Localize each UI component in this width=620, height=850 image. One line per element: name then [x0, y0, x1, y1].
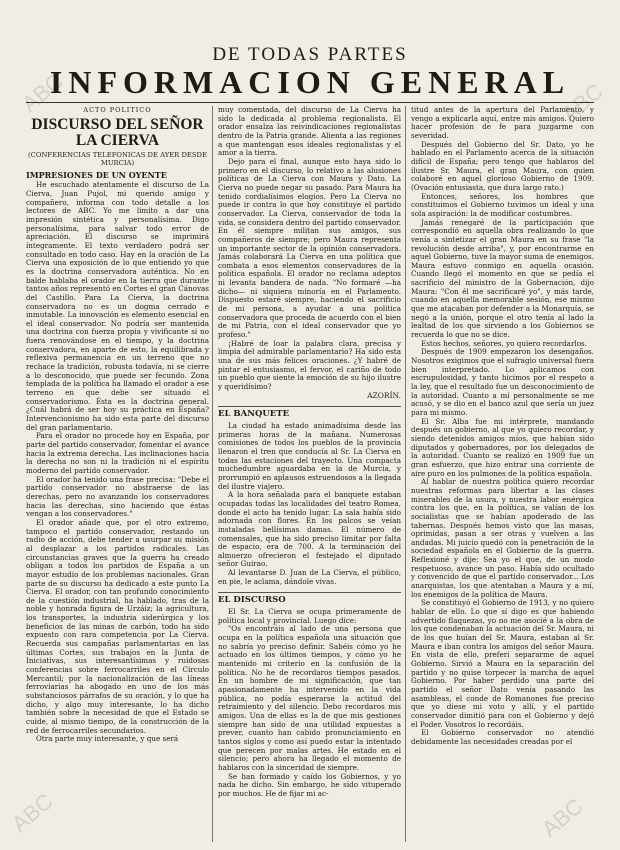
paragraph: He escuchado atentamente el discurso de La Cierva, Juan Pujol, mi querido amigo y compañero, informa con todo detalle a los lectores de ABC. Yo me limito a dar una impresión sintética y personalísima. Digo personalísima, para salvar todo error de apreciación. El discurso se imprimirá íntegramente. El texto verdadero podrá ser consultado en todo caso. Hay en la oración de La Cierva una exposición de lo que entiendo yo que es la doctrina conservadora auténtica. No en balde hablaba el orador en la tierra que durante tantos años representó en Cortes el gran Cánovas del Castillo. Para La Cierva, la doctrina conservadora no es un dogma cerrado e inmutable. La innovación es elemento esencial en el ideal conservador. No podría ser mantenida una doctrina con fuerza propia y vivificante si no fuera renovándose en el tiempo, y la doctrina conservadora, en aparte de esto, la equilibrada y reflexiva permanencia en un terreno que no rechace la tradición, robusta todavía, ni se cierre a lo desconocido, que puede ser fecundo. Zona templada de la política ha llamado el orador a ese terreno en que debe ser situado el conservadorismo. Ésta es la doctrina general. ¿Cuál habrá de ser hoy su práctica en España? Intervencionismo ha sido esta parte del discurso del gran parlamentario. [26, 180, 209, 432]
column-divider-1 [212, 106, 213, 842]
paragraph: Entonces, señores, los hombres que constituimos el Gobierno tuvimos un ideal y una sola aspiración: la de modificar costumbres. [411, 191, 594, 218]
paragraph: Para el orador no procede hoy en España, por parte del partido conservador, fomentar el avance hacia la extrema derecha. Las inclinaciones hacia la derecha no son ni la tradición ni el espíritu moderno del partido conservador. [26, 431, 209, 475]
paragraph: Otra parte muy interesante, y que será [36, 734, 179, 744]
header-rule [26, 102, 594, 103]
paragraph: A la hora señalada para el banquete estaban ocupadas todas las localidades del teatro Romea, donde el acto ha tenido lugar. La sala había sido adornada con flores. En los palcos se veían instaladas bellísimas damas. El número de comensales, que ha sido preciso limitar por falta de espacio, era de 700. A la terminación del almuerzo ofrecieron el festejado el diputado señor Guirao. [218, 490, 401, 569]
paragraph: Se constituyó el Gobierno de 1913, y no quiero hablar de ello. Lo que sí digo es que habiendo advertido flaquezas, yo no me asocié a la obra de los que condenaban la actuación del Sr. Maura, ni de los que huían del Sr. Maura, estaban al Sr. Maura e iban contra los amigos del señor Maura. En vista de ello, preferí separarme de aquel Gobierno. Sirvió a Maura en la separación del partido y no quise torpecer la marcha de aquel Gobierno. Por haber perdido una parte del partido el señor Dato venía pasando las asambleas, el conde de Romanones fue preciso que yo diese mi voto y allí, y el partido conservador dimitió para con el Gobierno y dejó el Poder. Vosotros lo recordáis. [411, 598, 594, 729]
paragraph: Después del Gobierno del Sr. Dato, yo he hablado en el Parlamento acerca de la situación difícil de España; pero tengo que hablaros del ilustre Sr. Maura, el gran Maura, con quien colaboré en aquel glorioso Gobierno de 1909. (Ovación entusiasta, que dura largo rato.) [411, 139, 594, 192]
paragraph: El Sr. La Cierva se ocupa primeramente de política local y provincial. Luego dice: [218, 607, 401, 625]
article-signature: AZORÍN. [367, 390, 401, 400]
watermark-bottom-right: ABC [536, 793, 588, 842]
article-deck: (CONFERENCIAS TELEFONICAS DE AYER DESDE MURCIA) [28, 150, 207, 167]
page-title: INFORMACION GENERAL [49, 64, 571, 100]
banquete-heading: EL BANQUETE [218, 406, 401, 419]
paragraph: Dejo para el final, aunque esto haya sido lo primero en el discurso, lo relativo a las alusiones políticas de La Cierva con Maura y Dato. La Cierva no puede negar su pasado. Para Maura ha tenido cordialísimos elogios. Pero La Cierva no puede ir contra lo que hoy constituye el partido conservador. La Cierva, conservador de toda la vida, se considera dentro del partido conservador. En él siempre militan sus amigos, sus compañeros de siempre; pero Maura representa un importante sector de la opinión conservadora. Jamás colaborará La Cierva en una política que combata a esos elementos conservadores de la política española. El orador no reclama adeptos ni levanta bandera de nada. "No formaré —ha dicho— ni siquiera minoría en el Parlamento. Dispuesto estaré siempre, haciendo el sacrificio de mi persona, a ayudar a una política conservadora que proceda de acuerdo con el bien de mi Patria, con el ideal conservador que yo profeso." [218, 156, 402, 340]
paragraph: muy comentada, del discurso de La Cierva ha sido la dedicada al problema regionalista. El orador ensalza las reivindicaciones regionalistas dentro de la Patria grande. Alienta a las regiones a que mantengan esos ideales regionalistas y el amor a la tierra. [218, 105, 401, 158]
section-heading: DE TODAS PARTES [212, 44, 408, 65]
article-subhead: IMPRESIONES DE UN OYENTE [26, 169, 167, 180]
paragraph: Después de 1909 empezaron los desengaños. Nosotros exigimos que el sufragio universal fuera bien interpretado. Lo aplicamos con escrupulosidad, y tanto hicimos por el respeto a la ley, que el resultado fue un desconocimiento de la autoridad. Cuanto a mí personalmente se me acusó, y se dio en el banco azul que sería un juez para mi mismo. [411, 347, 594, 417]
paragraph: Jamás renegaré de la participación que correspondió en aquella obra realizando lo que venía a sintetizar el gran Maura en su frase "la revolución desde arriba", y, por encontrarme en aquel Gobierno, tuve la mayor suma de enemigos. Maura estuvo conmigo en aquella ocasión. Cuando llegó el momento en que se pedía el sacrificio del ministro de la Gobernación, dijo Maura: "Con él me sacrificaré yo", y más tarde, cuando en aquella memorable sesión, ese mismo que me atacaban por defender a la Monarquía, se negó a la unión, porque el otro tenía al lado la lealtad de los que sirviendo a los Gobiernos se recuerda lo que no se dice. [411, 217, 594, 340]
paragraph: El orador ha tenido una frase precisa: "Debe el partido conservador no abstraerse de las derechas, pero no avanzando los conservadores hacia las derechas, sino haciendo que éstas vengan a los conservadores." [26, 474, 209, 519]
column-3 [411, 106, 594, 747]
paragraph: "Os encontráis al lado de una persona que ocupa en la política española una situación que no sabría yo preciso definir. Sabéis cómo yo he actuado en los últimos tiempos, y cómo yo he mantenido mi criterio en la confusión de la política. No he de recordaros tiempos pasados. En un hombre de mi significación, que tan apasionadamente ha intervenido en la vida pública, no podía esperarse la actitud del retraimiento y del silencio. Debo recordaros mis amigos. Una de ellas es la de que mis gestiones siempre han sido de una utilidad expuestas a prever, cuanto han cabido pronunciamiento en tantos siglos y como así puedo estar la intentado que perecen por malas artes. He estado en el silencio; pero ahora ha llegado el momento de hablaros con la sinceridad de siempre. [218, 624, 401, 772]
watermark-top-left: ABC [16, 68, 68, 117]
paragraph: Al hablar de nuestra política quiero recordar nuestras reformas para libertar a las clases miserables de la usura, y nuestra labor enérgica contra los que, en la política, se valían de los socialistas que se habían apoderado de las tabernas. Después hemos visto que las masas, oprimidas, pasan a ser otras y vuelven a las andadas. Mi juicio quedó con la penetración de la sociedad española en el Gobierno de la guerra. Reflexioné y dije: Sea yo el que, de un modo respetuoso, avance un paso. Había sido ocultado y convencido de que el partido conservador... Los anarquistas, los que atentaban a Maura y a mí, los enemigos de la política de Maura. [411, 477, 594, 599]
paragraph: El Sr. Alba fue mi intérprete, mandando después un gobierno, al que yo quiero recordar, y siendo detenidos amigos míos, que habían sido diputados y gobernadores, por los delegados de la autoridad. Cuanto se realizó en 1909 fue un gran esfuerzo, que hizo entrar una corriente de aire puro en los pulmones de la política española. [411, 416, 594, 478]
paragraph: titud antes de la apertura del Parlamento, y vengo a explicarla aquí, entre mis amigos. Quiero hacer profesión de fe para juzgarme con severidad. [411, 105, 594, 140]
paragraph: El orador añade que, por el otro extremo, tampoco el partido conservador, restando un radio de acción, debe tender a usurpar su misión al desplazar a los partidos radicales. Las circunstancias graves que la guerra ha creado obligan a todos los partidos de España a un mayor estudio de los problemas nacionales. Gran parte de su discurso ha dedicado a este punto La Cierva. El orador, con tan profundo conocimiento de la cuestión industrial, ha hablado, tras de la noble y honrada figura de Urzáiz; la agricultura, los transportes, la industria siderúrgica y los beneficios de las minas de carbón, todo ha sido expuesto con rara competencia por La Cierva. Recuerda sus campañas parlamentarias en las últimas Cortes, sus trabajos en la Junta de Iniciativas, sus interesantísimas y ruidosas conferencias sobre ferrocarriles en el Círculo Mercantil; por la nacionalización de las líneas ferroviarias ha abogado en uno de los más substanciosos párrafos de su oración, y lo que ha dicho, y algo muy interesante, lo ha dicho también sobre la necesidad de que el Estado se cuide, al mismo tiempo, de la construcción de la red de ferrocarriles secundarios. [26, 517, 209, 735]
watermark-bottom-left: ABC [6, 788, 58, 837]
paragraph: ¡Habré de loar la palabra clara, precisa y limpia del admirable parlamentario? Ha sido esta una de sus más felices oraciones. ¿Y habré de pintar el entusiasmo, el fervor, el cariño de todo un pueblo que siente la emoción de su hijo ilustre y queridísimo? [218, 338, 401, 391]
column-divider-2 [405, 106, 406, 842]
paragraph: El Gobierno conservador no atendió debidamente las necesidades creadas por el [411, 728, 594, 746]
column-2 [218, 106, 401, 799]
discurso-heading: EL DISCURSO [218, 592, 401, 605]
article-kicker: ACTO POLITICO [83, 106, 152, 114]
paragraph: Se han formado y caído los Gobiernos, y yo nada he dicho. Sin embargo, he sido vituperado por muchos. He de fijar mi ac- [218, 771, 401, 798]
article-headline: DISCURSO DEL SEÑOR LA CIERVA [31, 115, 204, 149]
column-1 [26, 106, 209, 744]
paragraph: Al levantarse D. Juan de La Cierva, el público, en pie, le aclama, dándole vivas. [218, 568, 401, 586]
watermark-top-right: ABC [556, 78, 608, 127]
paragraph: Estos hechos, señores, yo quiero recordarlos. [421, 338, 587, 348]
paragraph: La ciudad ha estado animadísima desde las primeras horas de la mañana. Numerosas comisiones de todos los pueblos de la provincia llenaron el tren que conducía al Sr. La Cierva en todas las estaciones del trayecto. Una compacta muchedumbre aguardaba en la de Murcia, y prorrumpió en aplausos estruendosos a la llegada del ilustre viajero. [218, 420, 401, 491]
